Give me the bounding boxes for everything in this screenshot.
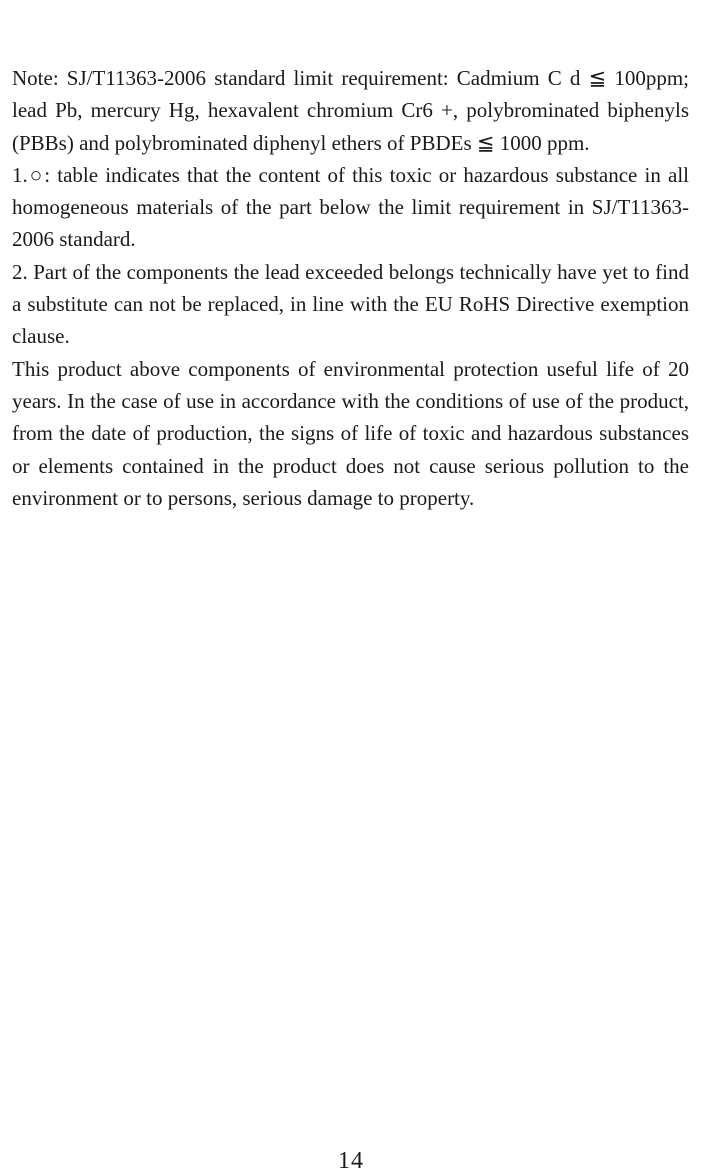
table-symbol-explanation: 1.○: table indicates that the content of this toxic or hazardous substance in all homogeneous materials of the part below the limit requirement in SJ/T11363-2006 standard. bbox=[12, 162, 689, 252]
lead-exemption-note: 2. Part of the components the lead exceeded belongs technically have yet to find a substitute can not be replaced, in line with the EU RoHS Directive exemption clause. bbox=[12, 259, 689, 349]
page-number: 14 bbox=[338, 1148, 364, 1174]
environmental-protection-life-statement: This product above components of environmental protection useful life of 20 years. In the case of use in accordance with the conditions of use of the product, from the date of production, the signs of life of toxic and hazardous substances or elements contained in the product does not cause serious pollution to the environment or to persons, serious damage to property. bbox=[12, 356, 689, 510]
limit-requirement-note: Note: SJ/T11363-2006 standard limit requirement: Cadmium C d ≦ 100ppm; lead Pb, mercury Hg, hexavalent chromium Cr6 +, polybrominated biphenyls (PBBs) and polybrominated diphenyl ethers of PBDEs ≦ 1000 ppm. bbox=[12, 66, 689, 155]
document-body bbox=[12, 62, 689, 514]
